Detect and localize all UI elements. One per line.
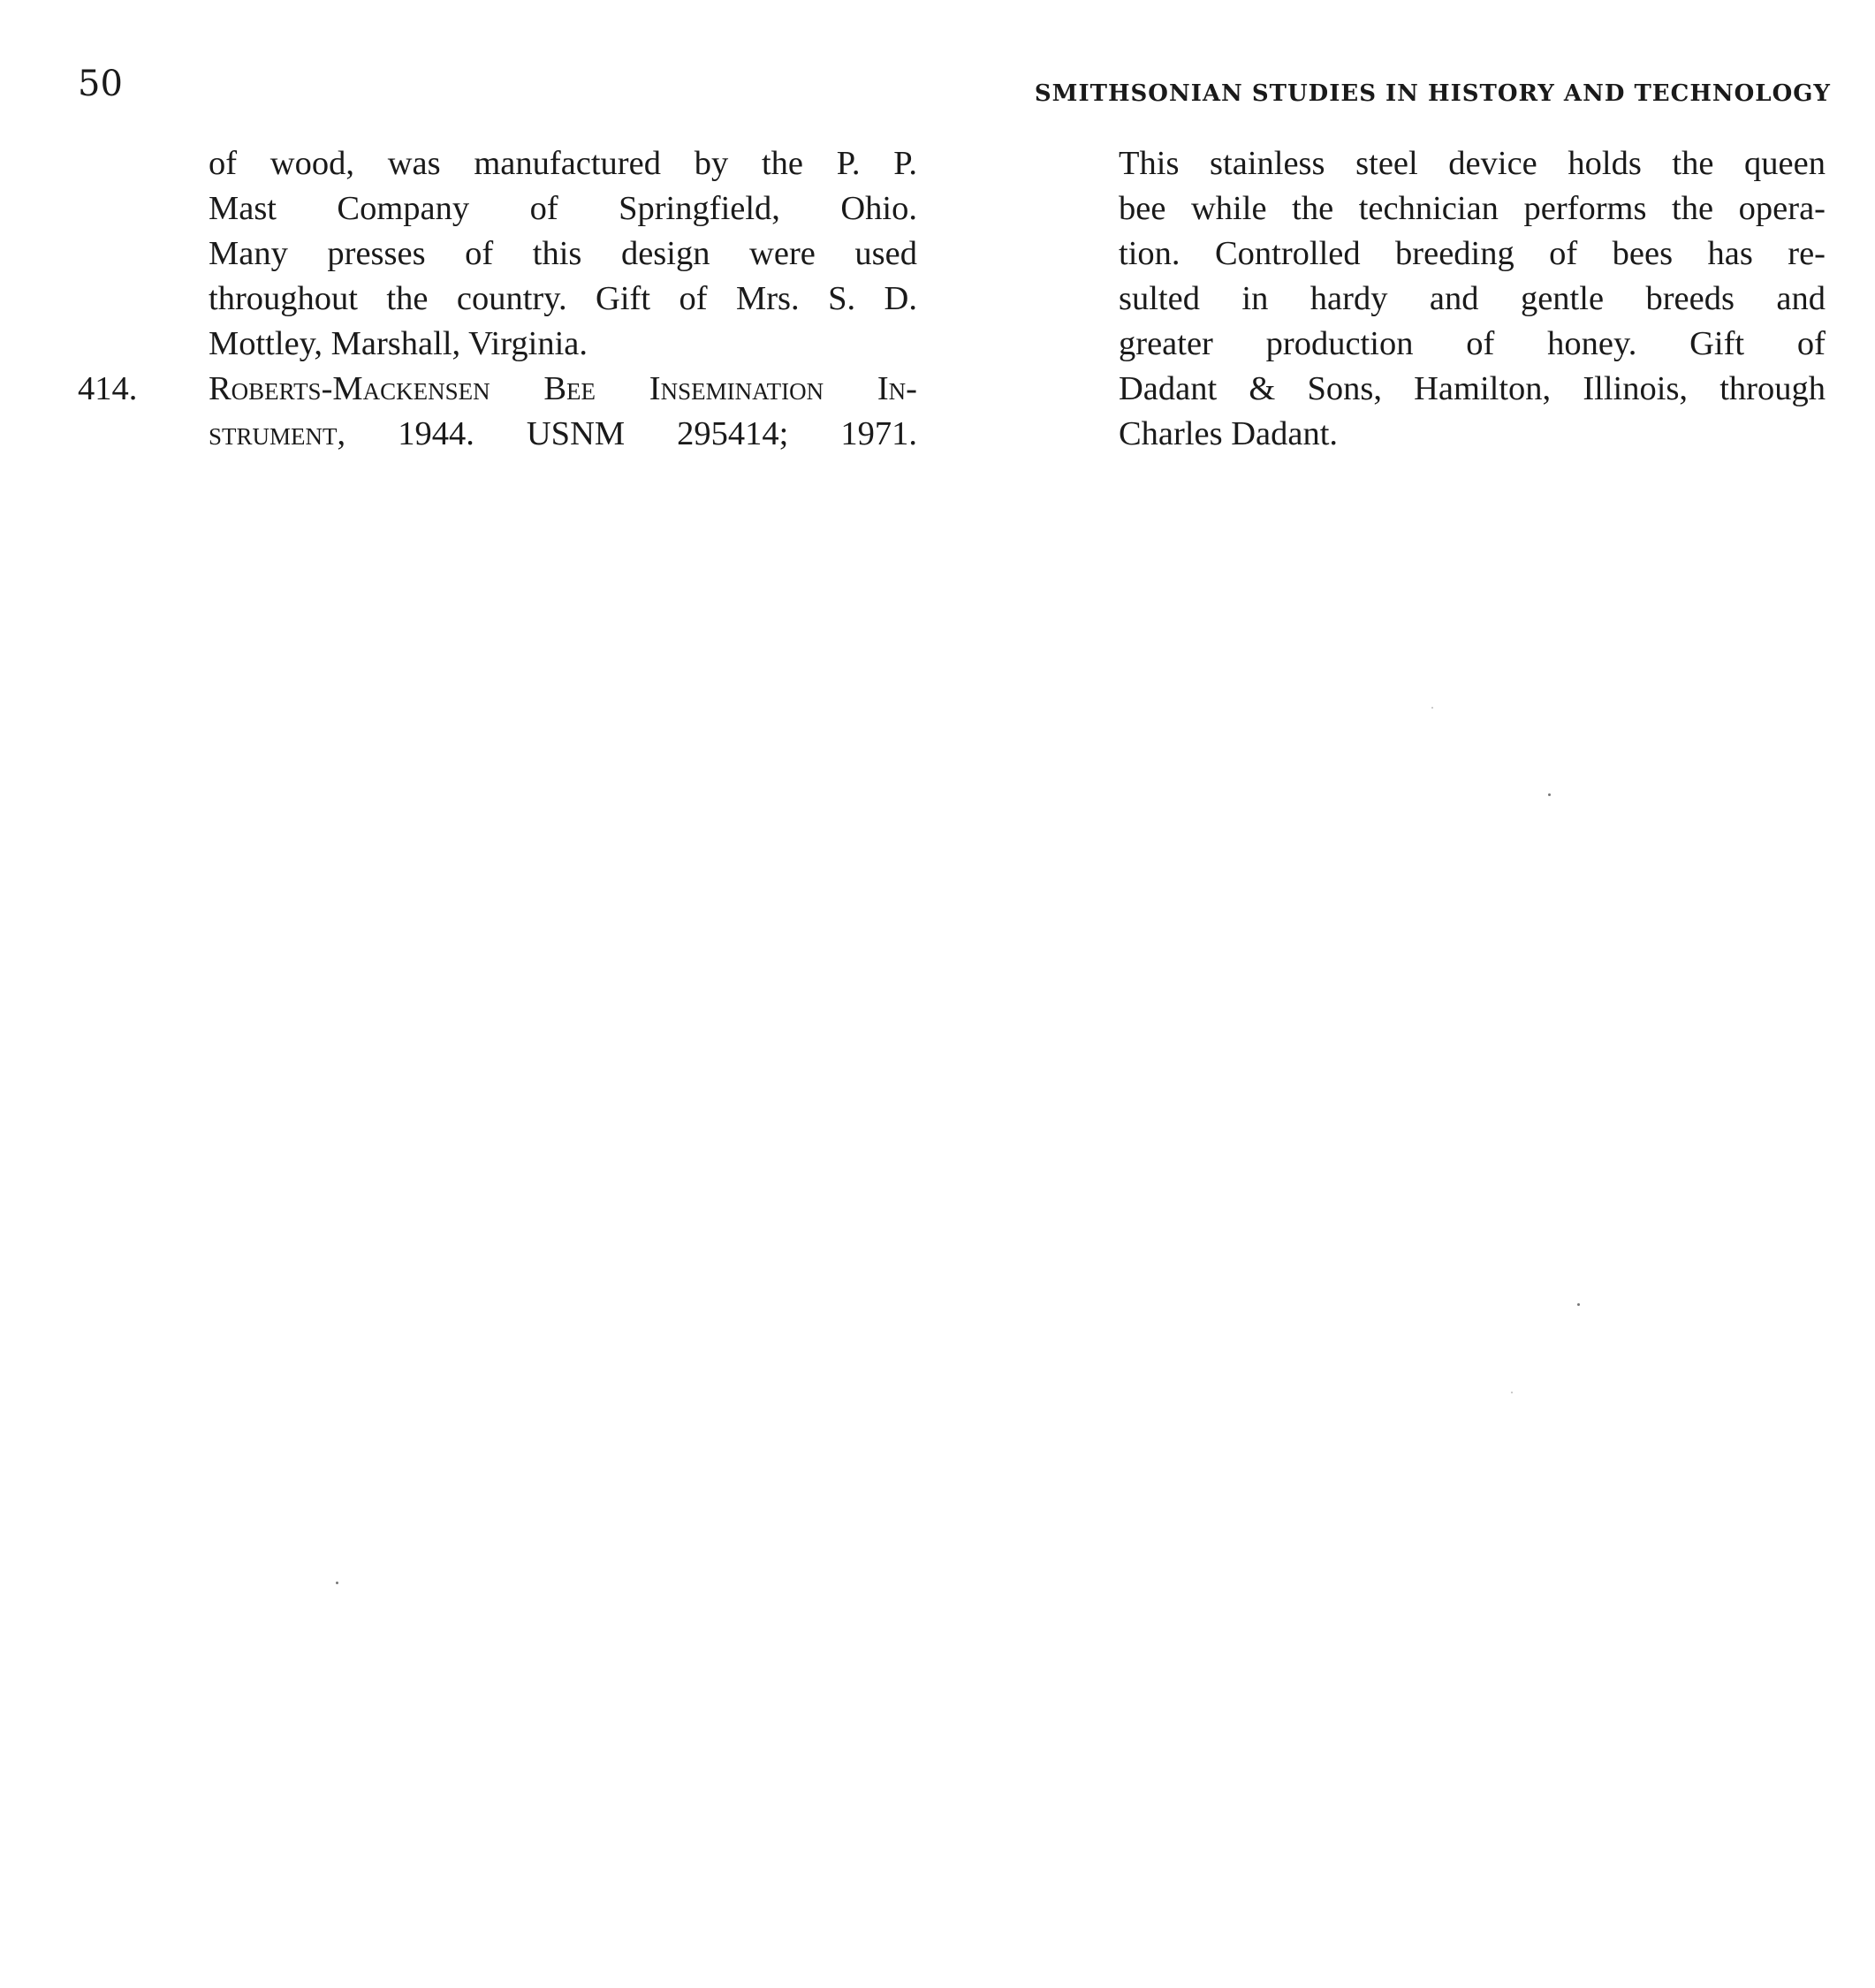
text-line: Many presses of this design were used <box>209 235 917 272</box>
left-column <box>78 141 917 457</box>
text-line: greater production of honey. Gift of <box>1119 325 1826 362</box>
catalog-entry <box>78 367 917 412</box>
right-column <box>1119 141 1826 457</box>
text-line: tion. Controlled breeding of bees has re- <box>1119 235 1826 272</box>
text-line: bee while the technician performs the opera- <box>1119 190 1826 227</box>
text-line: sulted in hardy and gentle breeds and <box>1119 280 1826 317</box>
text-line: Mottley, Marshall, Virginia. <box>209 325 588 362</box>
entry-title-end: strument, <box>209 415 346 452</box>
running-head: SMITHSONIAN STUDIES IN HISTORY AND TECHNOLOGY <box>1034 80 1831 107</box>
text-line: Dadant & Sons, Hamilton, Illinois, through <box>1119 370 1826 407</box>
scan-speck <box>1548 793 1551 796</box>
text-line: Charles Dadant. <box>1119 415 1339 452</box>
entry-title: Roberts-Mackensen Bee Insemination In- <box>209 370 917 407</box>
text-line: throughout the country. Gift of Mrs. S. D. <box>209 280 917 317</box>
entry-date-number: 1944. USNM 295414; 1971. <box>398 415 918 452</box>
catalog-entry-continued <box>78 412 917 457</box>
scan-speck <box>1577 1303 1580 1306</box>
entry-details <box>209 412 917 457</box>
scan-speck <box>1431 707 1433 709</box>
entry-number: 414. <box>78 370 138 407</box>
text-line: This stainless steel device holds the queen <box>1119 145 1826 182</box>
text-line: of wood, was manufactured by the P. P. <box>209 145 917 182</box>
text-line: Mast Company of Springfield, Ohio. <box>209 190 917 227</box>
scan-speck <box>336 1582 338 1584</box>
page-number: 50 <box>78 64 123 104</box>
scan-speck <box>1511 1392 1513 1393</box>
